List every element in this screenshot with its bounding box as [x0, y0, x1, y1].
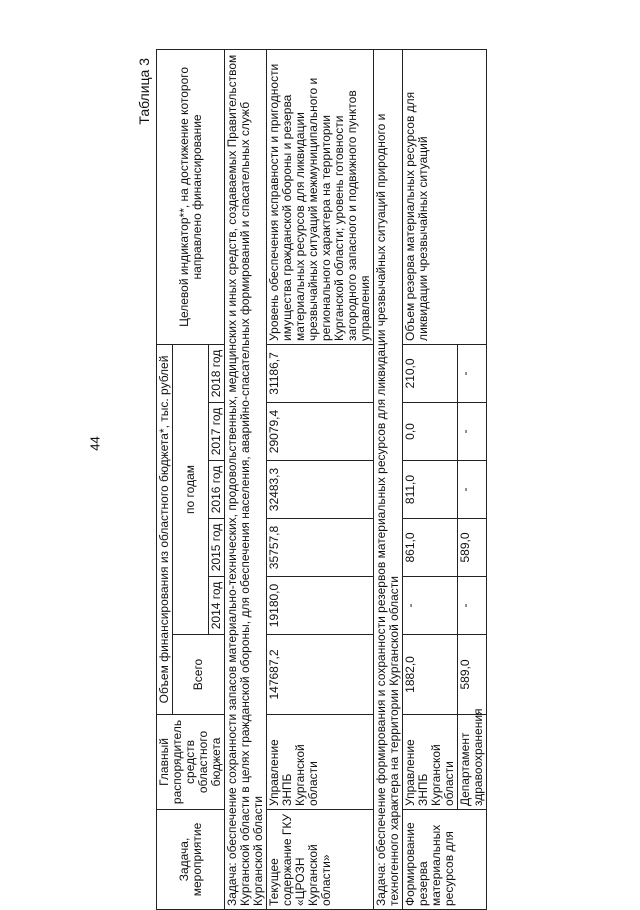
value-2016: 32483,3 — [267, 461, 374, 519]
financing-table — [156, 49, 487, 910]
header-2015: 2015 год — [209, 519, 225, 577]
header-total: Всего — [173, 635, 225, 715]
header-2016: 2016 год — [209, 461, 225, 519]
header-2014: 2014 год — [209, 577, 225, 635]
value-2014: - — [403, 577, 458, 635]
distributor-cell: Управление ЗНПБ Курганской области — [403, 715, 458, 810]
table-row — [403, 49, 458, 909]
indicator-cell: Уровень обеспечения исправности и пригодности имущества гражданской обороны и резерва материальных ресурсов для ликвидации чрезвычайных ситуаций межмуниципального и регионального характера на территории Курганской области; уровень готовности загородного запасного и подвижного пунктов управления — [267, 49, 374, 344]
value-2016: 811,0 — [403, 461, 458, 519]
value-2015: 589,0 — [458, 519, 487, 577]
value-2014: 19180,0 — [267, 577, 374, 635]
page-number: 44 — [87, 436, 103, 451]
value-2017: 29079,4 — [267, 403, 374, 461]
header-2017: 2017 год — [209, 403, 225, 461]
header-row-1 — [157, 49, 173, 909]
header-2018: 2018 год — [209, 344, 225, 402]
distributor-cell: Управление ЗНПБ Курганской области — [267, 715, 374, 810]
rotated-page-content — [136, 50, 540, 910]
value-2018: 210,0 — [403, 344, 458, 402]
total-cell: 1882,0 — [403, 635, 458, 715]
header-task: Задача, мероприятие — [157, 810, 225, 910]
value-2014: - — [458, 577, 487, 635]
value-2017: - — [458, 403, 487, 461]
header-indicator: Целевой индикатор**, на достижение которого направлено финансирование — [157, 49, 225, 344]
value-2016: - — [458, 461, 487, 519]
header-volume: Объем финансирования из областного бюджета*, тыс. рублей — [157, 344, 173, 714]
measure-cell: Формирование резерва материальных ресурсов для — [403, 810, 487, 910]
total-cell: 147687,2 — [267, 635, 374, 715]
task-2-text: Задача: обеспечение формирования и сохранности резервов материальных ресурсов для ликвидации чрезвычайных ситуаций природного и техногенного характера на территории Курганской области — [374, 49, 403, 909]
header-distributor: Главный распорядитель средств областного бюджета — [157, 715, 225, 810]
table-title: Таблица 3 — [136, 58, 152, 125]
indicator-cell: Объем резерва материальных ресурсов для ликвидации чрезвычайных ситуаций — [403, 49, 487, 344]
task-1-row — [225, 49, 267, 909]
value-2015: 861,0 — [403, 519, 458, 577]
total-cell: 589,0 — [458, 635, 487, 715]
value-2015: 35757,8 — [267, 519, 374, 577]
table-row — [267, 49, 374, 909]
task-1-text: Задача: обеспечение сохранности запасов материально-технических, продовольственных, медицинских и иных средств, создаваемых Правительством Курганской области в целях гражданской обороны, для обеспечения населения, аварийно-спасательных формирований и спасательных служб Курганской области — [225, 49, 267, 909]
task-2-row — [374, 49, 403, 909]
value-2018: 31186,7 — [267, 344, 374, 402]
distributor-cell: Департамент здравоохранения — [458, 715, 487, 810]
value-2017: 0,0 — [403, 403, 458, 461]
measure-cell: Текущее содержание ГКУ «ЦРОЗН Курганской области» — [267, 810, 374, 910]
value-2018: - — [458, 344, 487, 402]
header-by-years: по годам — [173, 344, 209, 634]
